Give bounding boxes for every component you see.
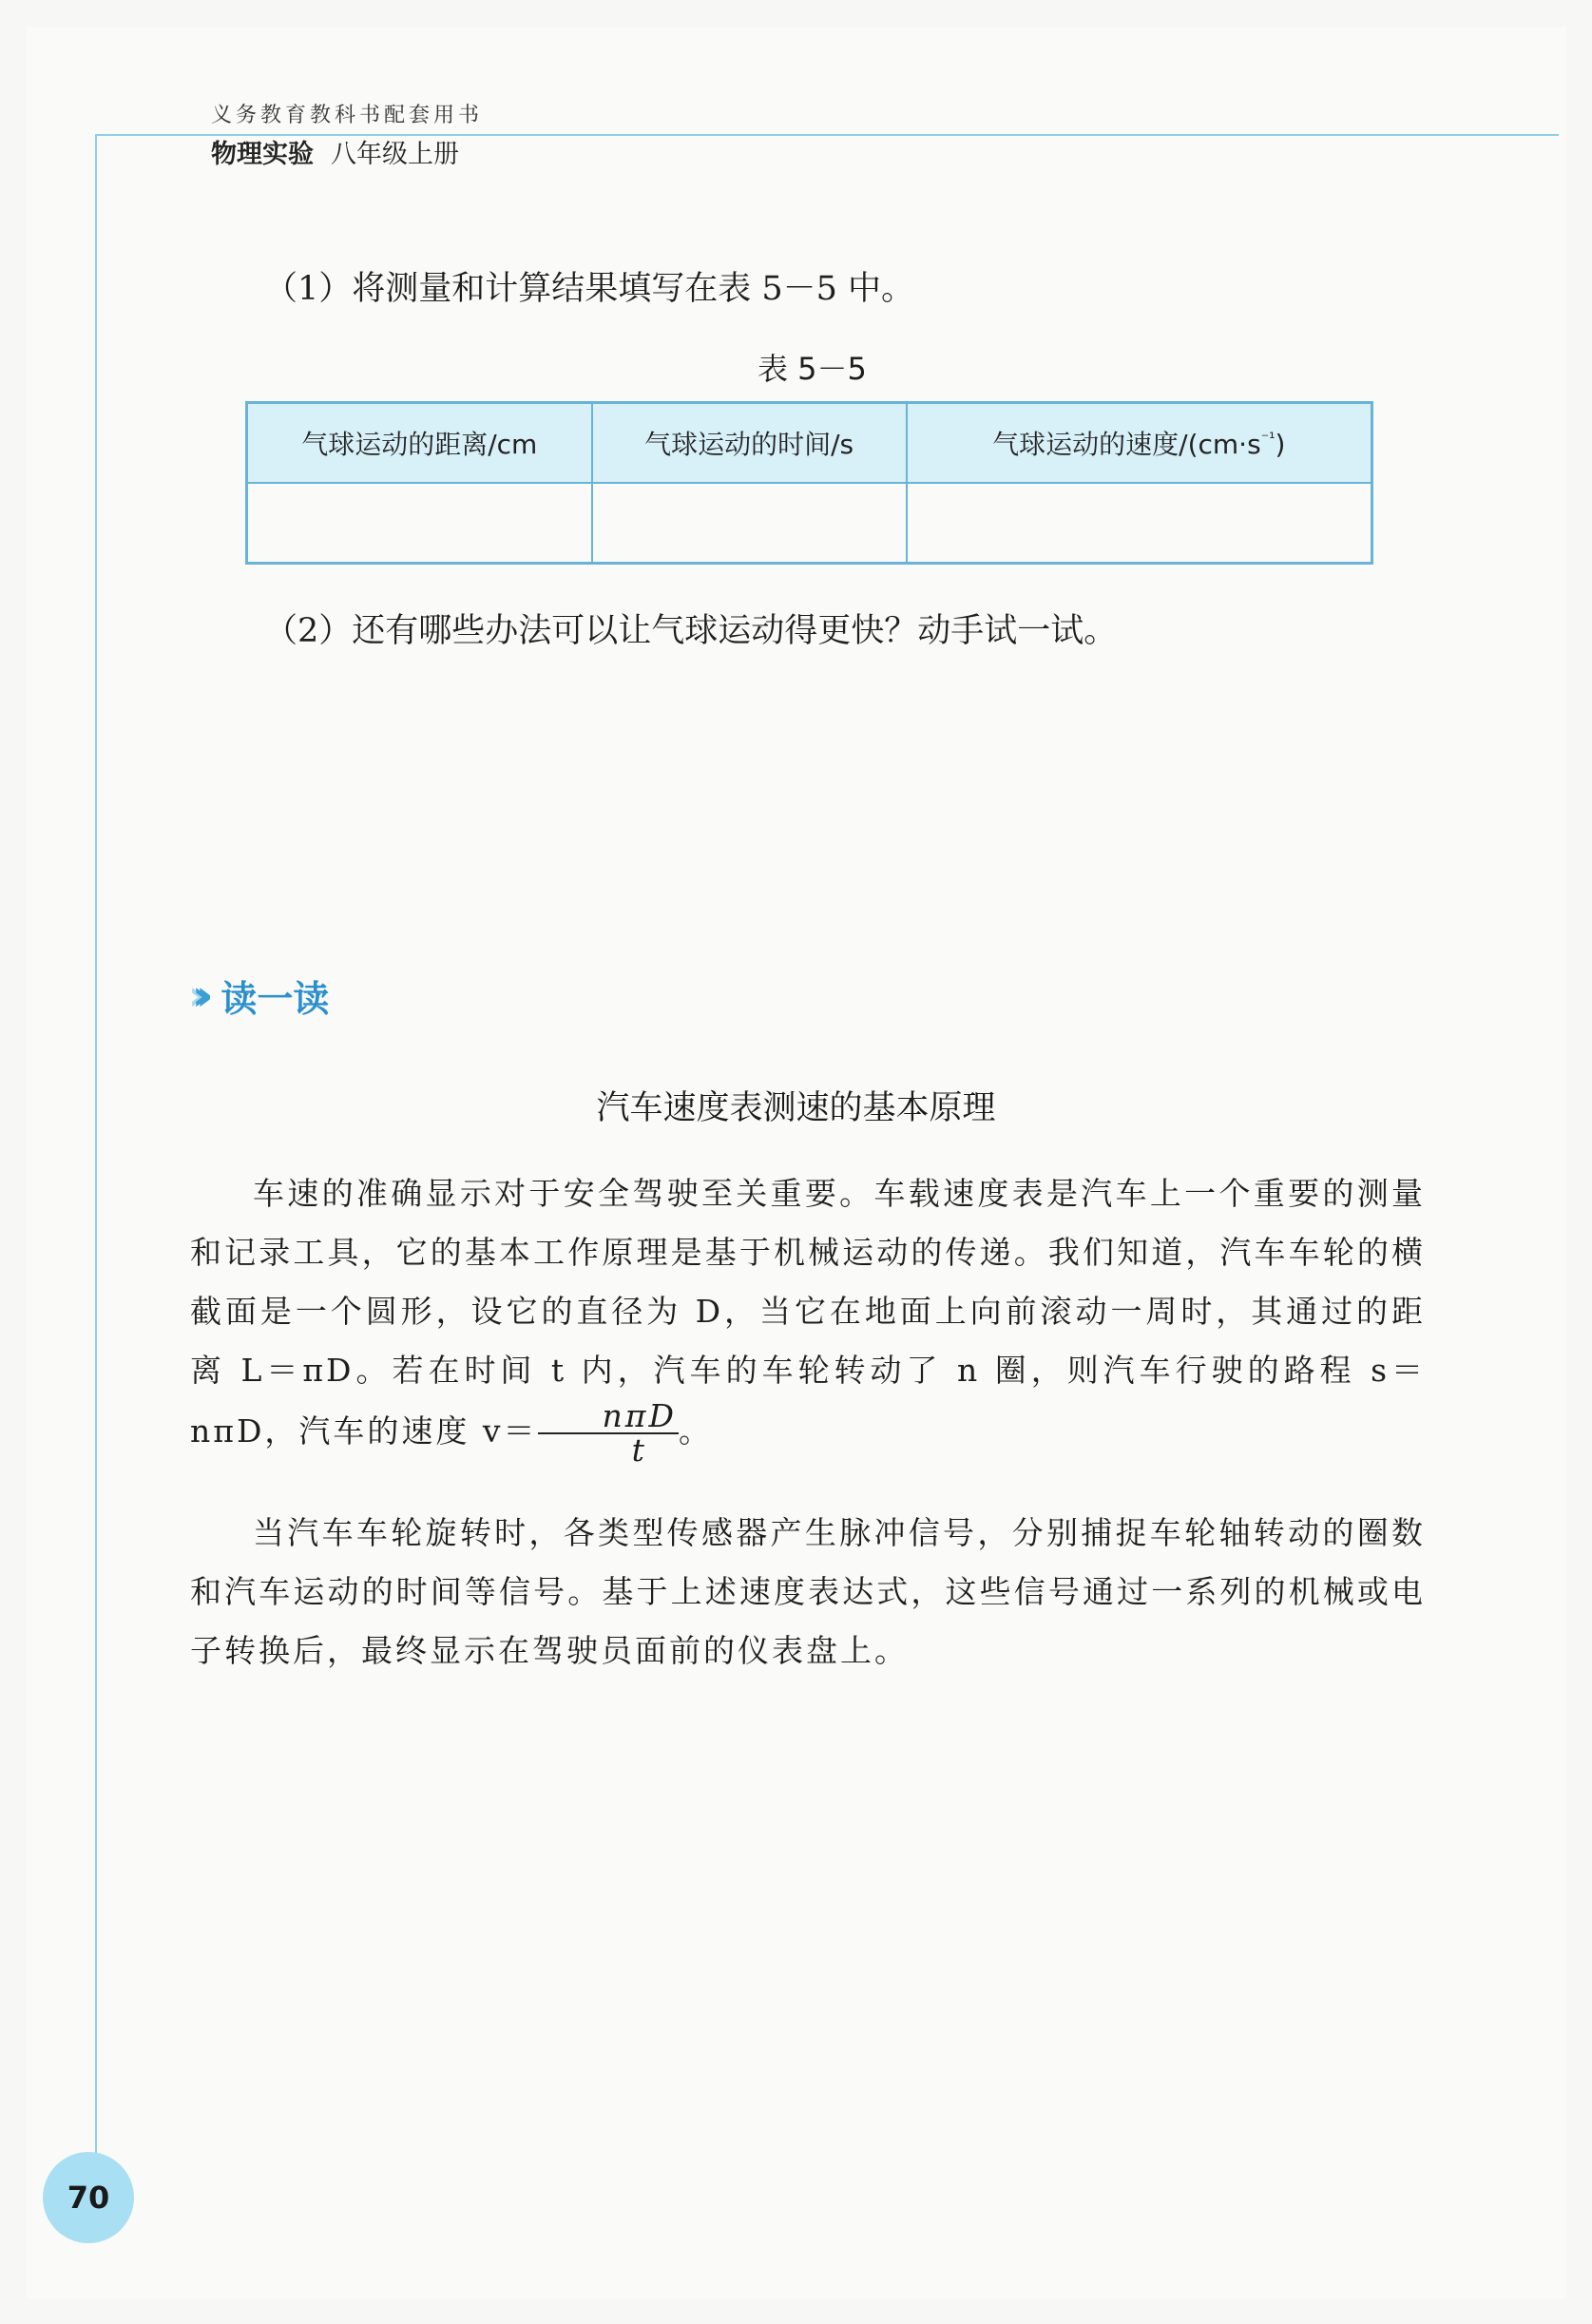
table-row: [247, 483, 1372, 564]
cell-speed[interactable]: [907, 483, 1372, 564]
header-distance: 气球运动的距离/cm: [247, 403, 592, 484]
table-header-row: [247, 403, 1372, 484]
question-1: （1）将测量和计算结果填写在表 5－5 中。: [264, 270, 915, 308]
header-speed: 气球运动的速度$/(cm\cdot s^{^{-1}})$: [907, 403, 1372, 484]
article-paragraph-1: 车速的准确显示对于安全驾驶至关重要。车载速度表是汽车上一个重要的测量和记录工具，它的基本工作原理是基于机械运动的传递。我们知道，汽车车轮的横截面是一个圆形，设它的直径为 D，当它在地面上向前滚动一周时，其通过的距离 L＝πD。若在时间 t 内，汽车的车轮转动了 n 圈，则汽车行驶的路程 s＝nπD，汽车的速度 v＝ $\frac{\text{nπD}}{t}$ 。: [190, 1175, 1426, 1469]
page-number-badge: [43, 2152, 134, 2243]
book-title-subject: 物理实验: [211, 140, 314, 169]
section-title: 读一读: [221, 978, 330, 1020]
speed-formula-fraction: $\frac{\text{nπD}}{t}$: [538, 1400, 679, 1467]
header-time: 气球运动的时间/s: [592, 403, 907, 484]
question-2: （2）还有哪些办法可以让气球运动得更快？动手试一试。: [264, 612, 1118, 650]
table-caption: 表 5－5: [758, 351, 867, 387]
series-title: 义务教育教科书配套用书: [211, 104, 484, 127]
results-table: [245, 401, 1373, 565]
book-title: [211, 133, 459, 170]
cell-time[interactable]: [592, 483, 907, 564]
margin-rule: [95, 134, 97, 2173]
section-heading: [188, 970, 329, 1022]
cell-distance[interactable]: [247, 483, 592, 564]
page-number: 70: [67, 2180, 110, 2216]
article-title: 汽车速度表测速的基本原理: [596, 1089, 996, 1127]
book-title-grade: 八年级上册: [331, 140, 459, 169]
article-paragraph-2: 当汽车车轮旋转时，各类型传感器产生脉冲信号，分别捕捉车轮轴转动的圈数和汽车运动的时间等信号。基于上述速度表达式，这些信号通过一系列的机械或电子转换后，最终显示在驾驶员面前的仪表盘上。: [190, 1514, 1426, 1669]
double-chevron-icon: ›››: [188, 971, 201, 1020]
